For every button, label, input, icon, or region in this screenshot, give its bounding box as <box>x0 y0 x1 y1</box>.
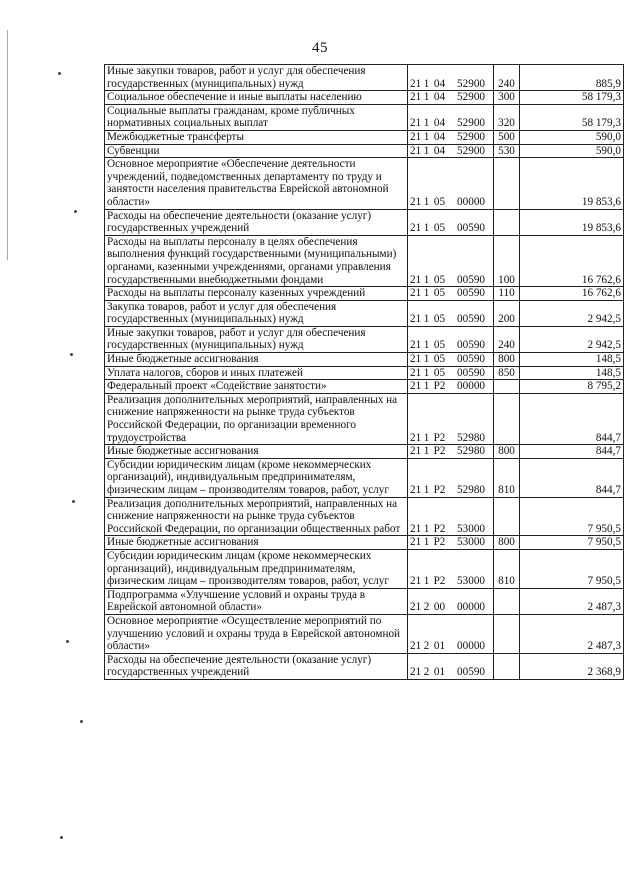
expense-name-cell: Субвенции <box>105 144 408 158</box>
expense-name-cell: Федеральный проект «Содействие занятости» <box>105 380 408 394</box>
code-part: 01 <box>433 666 446 679</box>
code-part: 1 <box>423 117 430 130</box>
code-part: 00590 <box>457 313 485 326</box>
expense-name-cell: Основное мероприятие «Осуществление мероприятий по улучшению условий и охраны труда в Еврейской автономной области» <box>105 614 408 653</box>
target-article-code-cell <box>408 353 494 367</box>
code-part: 05 <box>433 366 446 379</box>
code-part: 21 <box>410 522 422 535</box>
target-article-code-cell <box>408 300 494 326</box>
table-row <box>105 445 624 459</box>
expense-name-cell: Иные бюджетные ассигнования <box>105 445 408 459</box>
table-row <box>105 614 624 653</box>
amount-cell: 2 942,5 <box>520 300 624 326</box>
table-row <box>105 300 624 326</box>
expense-type-cell: 810 <box>494 549 520 588</box>
table-row <box>105 653 624 679</box>
code-part: 52900 <box>457 130 485 143</box>
code-part: 00000 <box>457 640 485 653</box>
expense-name-cell: Подпрограмма «Улучшение условий и охраны труда в Еврейской автономной области» <box>105 588 408 614</box>
code-part: 04 <box>433 144 446 157</box>
code-part: 21 <box>410 195 422 208</box>
expense-name-cell: Расходы на обеспечение деятельности (оказание услуг) государственных учреждений <box>105 209 408 235</box>
code-part: 05 <box>433 339 446 352</box>
expense-type-cell: 500 <box>494 130 520 144</box>
amount-cell: 844,7 <box>520 445 624 459</box>
code-part: 2 <box>423 666 430 679</box>
table-row <box>105 549 624 588</box>
table-row <box>105 497 624 536</box>
code-part: P2 <box>433 445 446 458</box>
code-part: 21 <box>410 536 422 549</box>
code-part: 52900 <box>457 91 485 104</box>
expense-type-cell <box>494 209 520 235</box>
code-part: P2 <box>433 536 446 549</box>
code-part: 00590 <box>457 353 485 366</box>
target-article-code-cell <box>408 144 494 158</box>
code-part: 1 <box>423 522 430 535</box>
expense-type-cell: 240 <box>494 65 520 91</box>
margin-dot <box>70 353 73 356</box>
amount-cell: 885,9 <box>520 65 624 91</box>
code-part: 00590 <box>457 273 485 286</box>
amount-cell: 16 762,6 <box>520 287 624 301</box>
expense-name-cell: Иные бюджетные ассигнования <box>105 353 408 367</box>
expense-type-cell: 800 <box>494 353 520 367</box>
expense-type-cell <box>494 380 520 394</box>
expense-name-cell: Субсидии юридическим лицам (кроме некоммерческих организаций), индивидуальным предпринимателям, физическим лицам – производителям товаров, работ, услуг <box>105 549 408 588</box>
code-part: P2 <box>433 380 446 393</box>
expense-name-cell: Субсидии юридическим лицам (кроме некоммерческих организаций), индивидуальным предпринимателям, физическим лицам – производителям товаров, работ, услуг <box>105 458 408 497</box>
code-part: 52900 <box>457 144 485 157</box>
code-part: 52900 <box>457 117 485 130</box>
amount-cell: 2 487,3 <box>520 588 624 614</box>
code-part: 21 <box>410 222 422 235</box>
code-part: 00590 <box>457 366 485 379</box>
target-article-code-cell <box>408 158 494 209</box>
code-part: 04 <box>433 91 446 104</box>
code-part: 1 <box>423 313 430 326</box>
expense-type-cell: 100 <box>494 235 520 286</box>
code-part: 21 <box>410 601 422 614</box>
expense-type-cell: 110 <box>494 287 520 301</box>
table-row <box>105 287 624 301</box>
amount-cell: 590,0 <box>520 130 624 144</box>
target-article-code-cell <box>408 393 494 444</box>
amount-cell: 844,7 <box>520 458 624 497</box>
code-part: 00000 <box>457 380 485 393</box>
target-article-code-cell <box>408 235 494 286</box>
code-part: 1 <box>423 575 430 588</box>
binding-edge-line <box>7 30 8 260</box>
code-part: 53000 <box>457 536 485 549</box>
code-part: 1 <box>423 484 430 496</box>
expense-name-cell: Расходы на выплаты персоналу казенных учреждений <box>105 287 408 301</box>
expense-type-cell: 200 <box>494 300 520 326</box>
expense-type-cell: 300 <box>494 91 520 105</box>
code-part: 05 <box>433 273 446 286</box>
expense-name-cell: Закупка товаров, работ и услуг для обеспечения государственных (муниципальных) нужд <box>105 300 408 326</box>
code-part: 52980 <box>457 445 485 458</box>
code-part: 04 <box>433 117 446 130</box>
code-part: 05 <box>433 287 446 300</box>
code-part: 1 <box>423 91 430 104</box>
code-part: 1 <box>423 144 430 157</box>
code-part: 00590 <box>457 222 485 235</box>
table-row <box>105 366 624 380</box>
table-row <box>105 353 624 367</box>
code-part: 21 <box>410 575 422 588</box>
target-article-code-cell <box>408 326 494 352</box>
amount-cell: 16 762,6 <box>520 235 624 286</box>
code-part: 1 <box>423 366 430 379</box>
target-article-code-cell <box>408 130 494 144</box>
target-article-code-cell <box>408 653 494 679</box>
expense-name-cell: Иные закупки товаров, работ и услуг для обеспечения государственных (муниципальных) нужд <box>105 65 408 91</box>
code-part: 05 <box>433 313 446 326</box>
code-part: 2 <box>423 640 430 653</box>
margin-dot <box>74 210 77 213</box>
code-part: 53000 <box>457 575 485 588</box>
code-part: P2 <box>433 431 446 444</box>
amount-cell: 148,5 <box>520 366 624 380</box>
target-article-code-cell <box>408 588 494 614</box>
expense-name-cell: Основное мероприятие «Обеспечение деятельности учреждений, подведомственных департаменту по труду и занятости населения правительства Еврейской автономной области» <box>105 158 408 209</box>
target-article-code-cell <box>408 549 494 588</box>
amount-cell: 19 853,6 <box>520 158 624 209</box>
code-part: 53000 <box>457 522 485 535</box>
amount-cell: 844,7 <box>520 393 624 444</box>
expense-type-cell: 530 <box>494 144 520 158</box>
code-part: P2 <box>433 575 446 588</box>
code-part: 00590 <box>457 666 485 679</box>
expense-type-cell <box>494 614 520 653</box>
expense-name-cell: Иные бюджетные ассигнования <box>105 536 408 550</box>
amount-cell: 2 368,9 <box>520 653 624 679</box>
code-part: 1 <box>423 353 430 366</box>
code-part: 21 <box>410 130 422 143</box>
code-part: 52980 <box>457 431 485 444</box>
target-article-code-cell <box>408 104 494 130</box>
code-part: 1 <box>423 445 430 458</box>
target-article-code-cell <box>408 497 494 536</box>
target-article-code-cell <box>408 445 494 459</box>
expense-name-cell: Уплата налогов, сборов и иных платежей <box>105 366 408 380</box>
table-row <box>105 209 624 235</box>
code-part: 52980 <box>457 484 485 496</box>
amount-cell: 58 179,3 <box>520 91 624 105</box>
code-part: 00590 <box>457 339 485 352</box>
amount-cell: 7 950,5 <box>520 497 624 536</box>
budget-table-body <box>105 65 624 680</box>
code-part: 04 <box>433 77 446 90</box>
code-part: 01 <box>433 640 446 653</box>
amount-cell: 590,0 <box>520 144 624 158</box>
code-part: 04 <box>433 130 446 143</box>
code-part: 05 <box>433 195 446 208</box>
code-part: 21 <box>410 666 422 679</box>
margin-dot <box>60 836 63 839</box>
code-part: 1 <box>423 130 430 143</box>
target-article-code-cell <box>408 614 494 653</box>
table-row <box>105 104 624 130</box>
code-part: 21 <box>410 313 422 326</box>
code-part: 1 <box>423 287 430 300</box>
code-part: 2 <box>423 601 430 614</box>
code-part: 21 <box>410 273 422 286</box>
expense-name-cell: Расходы на обеспечение деятельности (оказание услуг) государственных учреждений <box>105 653 408 679</box>
code-part: 52900 <box>457 77 485 90</box>
code-part: 1 <box>423 195 430 208</box>
code-part: 1 <box>423 431 430 444</box>
amount-cell: 7 950,5 <box>520 536 624 550</box>
table-row <box>105 91 624 105</box>
code-part: 21 <box>410 484 422 496</box>
code-part: 21 <box>410 339 422 352</box>
code-part: 00590 <box>457 287 485 300</box>
code-part: 21 <box>410 77 422 90</box>
budget-table <box>104 64 624 680</box>
table-row <box>105 380 624 394</box>
expense-name-cell: Межбюджетные трансферты <box>105 130 408 144</box>
margin-dot <box>72 500 75 503</box>
table-row <box>105 588 624 614</box>
amount-cell: 2 942,5 <box>520 326 624 352</box>
expense-name-cell: Социальное обеспечение и иные выплаты населению <box>105 91 408 105</box>
amount-cell: 148,5 <box>520 353 624 367</box>
target-article-code-cell <box>408 65 494 91</box>
code-part: 21 <box>410 353 422 366</box>
code-part: 21 <box>410 431 422 444</box>
table-row <box>105 130 624 144</box>
expense-type-cell: 320 <box>494 104 520 130</box>
expense-type-cell <box>494 393 520 444</box>
target-article-code-cell <box>408 91 494 105</box>
expense-type-cell <box>494 588 520 614</box>
code-part: 21 <box>410 287 422 300</box>
target-article-code-cell <box>408 536 494 550</box>
expense-type-cell: 240 <box>494 326 520 352</box>
expense-name-cell: Реализация дополнительных мероприятий, направленных на снижение напряженности на рынке труда субъектов Российской Федерации, по организации общественных работ <box>105 497 408 536</box>
expense-type-cell <box>494 653 520 679</box>
code-part: 1 <box>423 536 430 549</box>
code-part: 05 <box>433 353 446 366</box>
table-row <box>105 458 624 497</box>
code-part: 1 <box>423 339 430 352</box>
expense-type-cell <box>494 497 520 536</box>
code-part: 21 <box>410 366 422 379</box>
expense-type-cell: 810 <box>494 458 520 497</box>
expense-name-cell: Расходы на выплаты персоналу в целях обеспечения выполнения функций государственными (муниципальными) органами, казенными учреждениями, органами управления государственными внебюджетными фондами <box>105 235 408 286</box>
code-part: 1 <box>423 273 430 286</box>
expense-type-cell: 800 <box>494 445 520 459</box>
code-part: 1 <box>423 77 430 90</box>
table-row <box>105 393 624 444</box>
table-row <box>105 144 624 158</box>
table-row <box>105 65 624 91</box>
table-row <box>105 235 624 286</box>
expense-name-cell: Реализация дополнительных мероприятий, направленных на снижение напряженности на рынке труда субъектов Российской Федерации, по организации временного трудоустройства <box>105 393 408 444</box>
target-article-code-cell <box>408 380 494 394</box>
code-part: P2 <box>433 484 446 496</box>
code-part: 21 <box>410 91 422 104</box>
code-part: 1 <box>423 380 430 393</box>
margin-dot <box>80 720 83 723</box>
code-part: 05 <box>433 222 446 235</box>
code-part: 21 <box>410 380 422 393</box>
code-part: 21 <box>410 445 422 458</box>
page-number: 45 <box>312 40 328 56</box>
expense-type-cell: 800 <box>494 536 520 550</box>
table-row <box>105 326 624 352</box>
code-part: 00000 <box>457 195 485 208</box>
code-part: 00 <box>433 601 446 614</box>
amount-cell: 8 795,2 <box>520 380 624 394</box>
margin-dot <box>58 72 61 75</box>
table-row <box>105 536 624 550</box>
amount-cell: 7 950,5 <box>520 549 624 588</box>
code-part: 00000 <box>457 601 485 614</box>
code-part: 21 <box>410 640 422 653</box>
code-part: 21 <box>410 144 422 157</box>
target-article-code-cell <box>408 287 494 301</box>
expense-type-cell <box>494 158 520 209</box>
expense-name-cell: Социальные выплаты гражданам, кроме публичных нормативных социальных выплат <box>105 104 408 130</box>
amount-cell: 19 853,6 <box>520 209 624 235</box>
target-article-code-cell <box>408 209 494 235</box>
margin-dot <box>66 640 69 643</box>
table-row <box>105 158 624 209</box>
code-part: 1 <box>423 222 430 235</box>
expense-type-cell: 850 <box>494 366 520 380</box>
expense-name-cell: Иные закупки товаров, работ и услуг для обеспечения государственных (муниципальных) нужд <box>105 326 408 352</box>
target-article-code-cell <box>408 458 494 497</box>
amount-cell: 2 487,3 <box>520 614 624 653</box>
code-part: P2 <box>433 522 446 535</box>
target-article-code-cell <box>408 366 494 380</box>
amount-cell: 58 179,3 <box>520 104 624 130</box>
code-part: 21 <box>410 117 422 130</box>
